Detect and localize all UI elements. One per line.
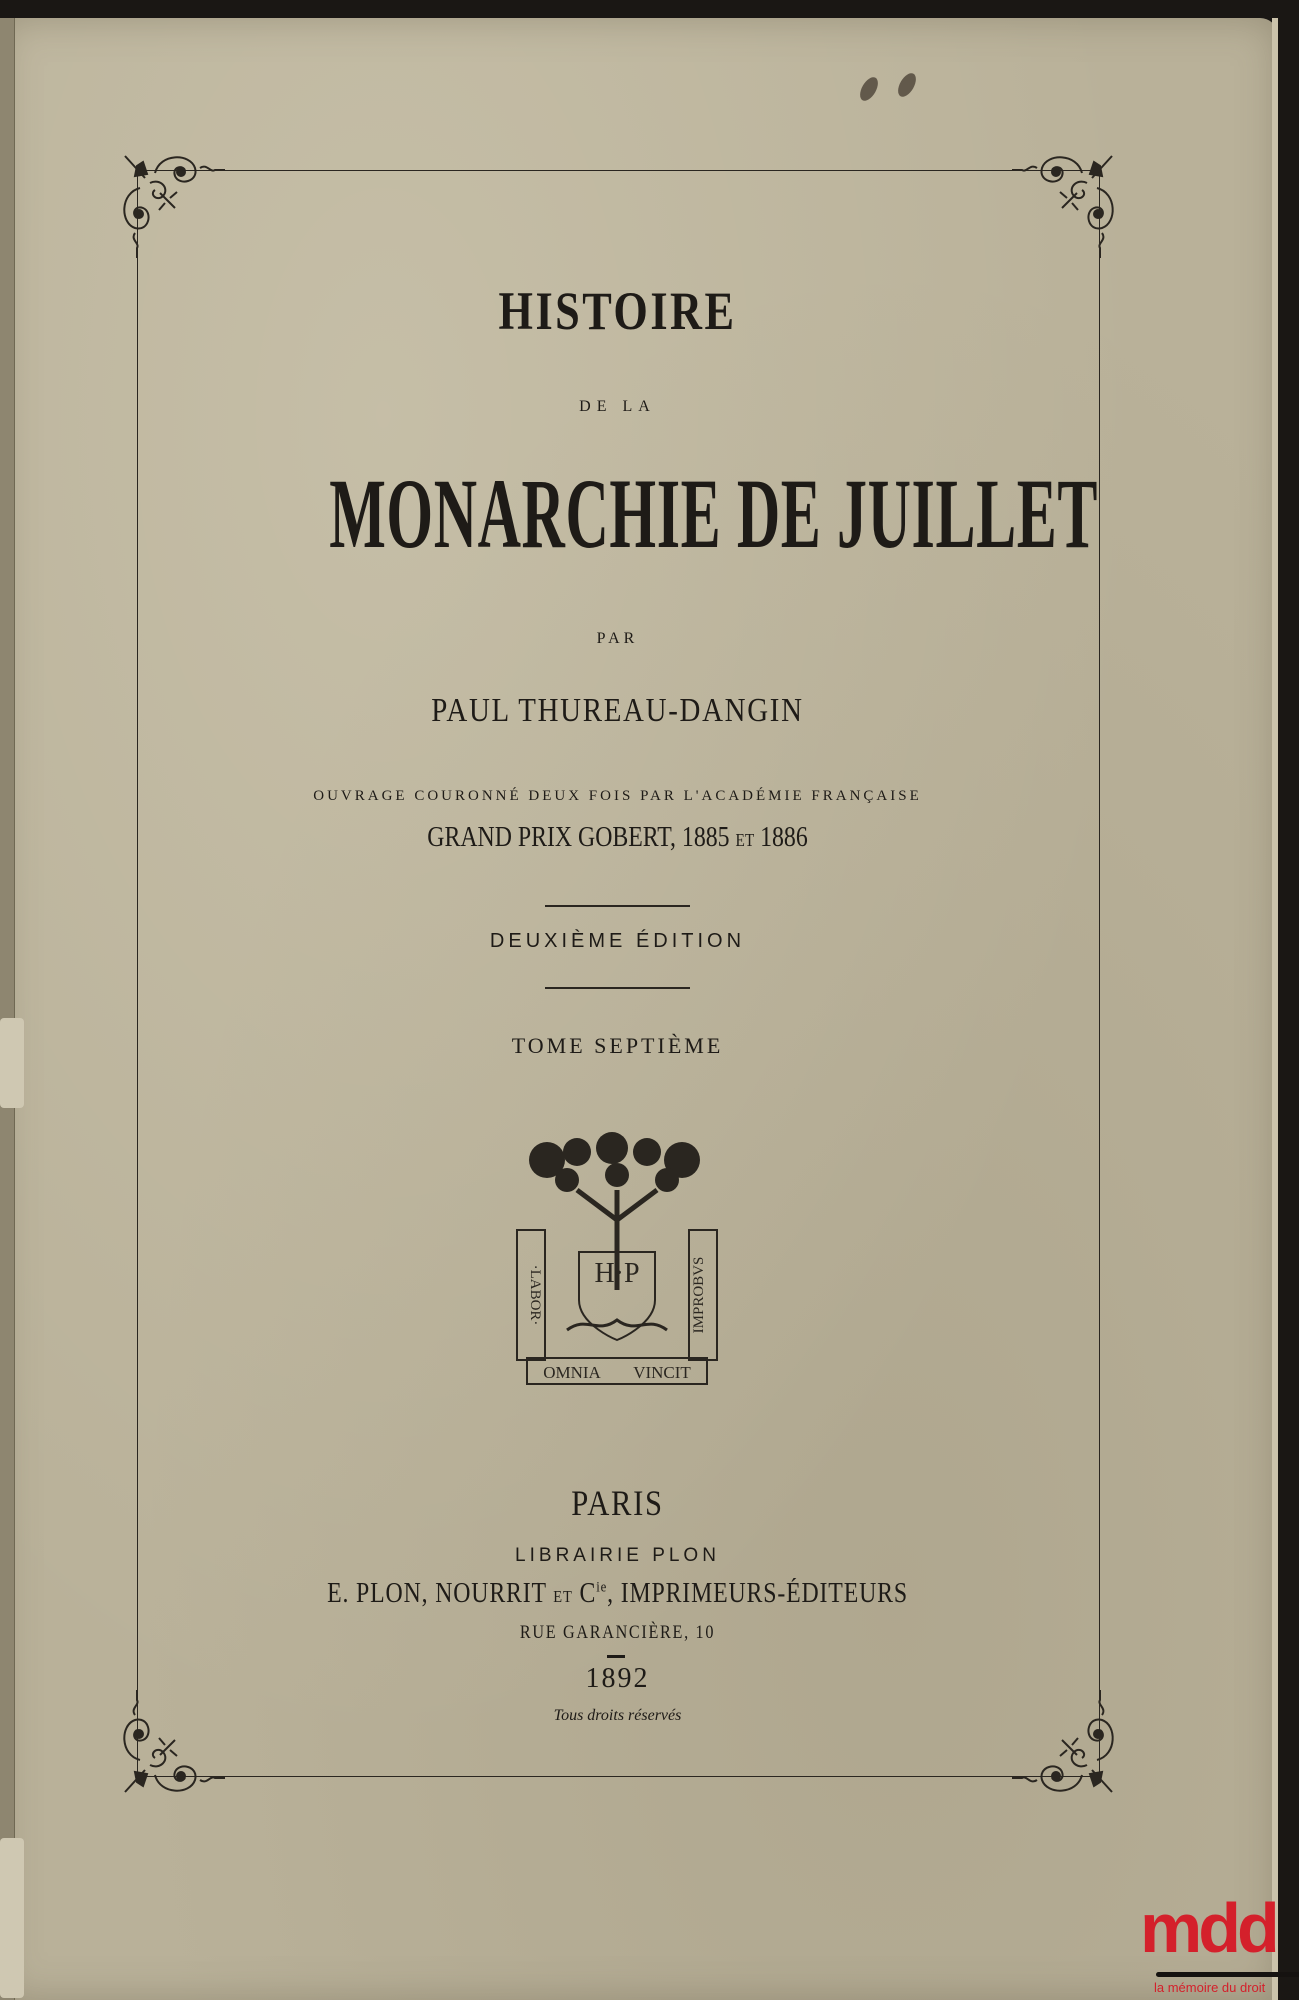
publisher-conj: ET <box>553 1587 573 1606</box>
prize-line <box>209 822 1026 854</box>
svg-text:OMNIA: OMNIA <box>543 1363 601 1382</box>
title-connector: DE LA <box>579 398 656 415</box>
svg-text:·LABOR·: ·LABOR· <box>527 1264 543 1326</box>
publisher-co: C <box>579 1578 597 1609</box>
divider <box>545 987 690 989</box>
publisher-name: E. PLON, NOURRIT <box>327 1578 547 1609</box>
divider <box>607 1655 625 1658</box>
bookseller: LIBRAIRIE PLON <box>515 1545 720 1566</box>
title-page <box>137 170 1098 1775</box>
torn-edge <box>0 1018 24 1108</box>
publisher-role: , IMPRIMEURS-ÉDITEURS <box>607 1578 908 1609</box>
ink-stain <box>856 74 881 104</box>
award-line: OUVRAGE COURONNÉ DEUX FOIS PAR L'ACADÉMIE FRANÇAISE <box>313 788 922 804</box>
city: PARIS <box>571 1483 664 1523</box>
address: RUE GARANCIÈRE, 10 <box>519 1622 716 1643</box>
logo-tagline: la mémoire du droit <box>1154 1980 1266 1995</box>
rights-notice: Tous droits réservés <box>553 1707 682 1724</box>
prize-year2: 1886 <box>760 822 808 853</box>
title-top: HISTOIRE <box>498 281 737 341</box>
svg-text:VINCIT: VINCIT <box>633 1363 691 1382</box>
ink-stain <box>894 70 919 100</box>
prize-name: GRAND PRIX GOBERT, 1885 <box>427 822 730 853</box>
mdd-logo <box>1132 1888 1292 1998</box>
author-name: PAUL THUREAU-DANGIN <box>431 692 804 729</box>
volume: TOME SEPTIÈME <box>511 1033 724 1058</box>
spine-edge <box>0 18 15 2000</box>
svg-text:IMPROBVS: IMPROBVS <box>691 1256 707 1334</box>
divider <box>545 905 690 907</box>
publication-year: 1892 <box>585 1663 650 1694</box>
publisher <box>209 1578 1026 1610</box>
printers-mark-icon <box>507 1130 727 1388</box>
page-edge <box>1272 18 1278 2000</box>
by-label: PAR <box>596 630 639 647</box>
torn-edge <box>0 1838 24 1998</box>
prize-conj: ET <box>735 830 755 850</box>
logo-bar <box>1156 1972 1299 1977</box>
logo-text: mdd <box>1140 1889 1276 1967</box>
main-title: MONARCHIE DE JUILLET <box>329 458 1098 569</box>
svg-text:H·P: H·P <box>594 1258 640 1289</box>
publisher-co-sup: ie <box>596 1579 608 1596</box>
edition: DEUXIÈME ÉDITION <box>489 930 746 952</box>
